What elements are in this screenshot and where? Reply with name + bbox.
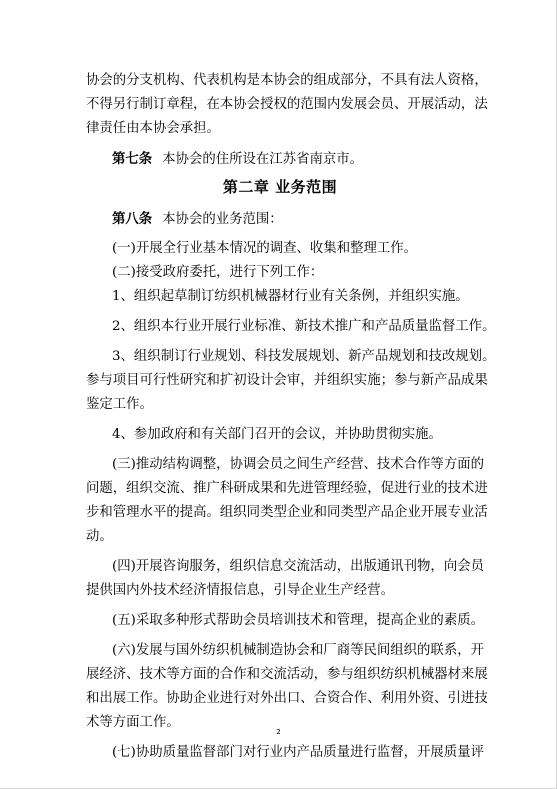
article-7-label: 第七条 xyxy=(112,151,153,167)
paragraph-line: 律责任由本协会承担。 xyxy=(86,121,220,136)
paragraph-line: 不得另行制订章程，在本协会授权的范围内发展会员、开展活动，法 xyxy=(86,97,488,112)
article-8-text: 本协会的业务范围： xyxy=(162,212,283,227)
chapter-title: 第二章 业务范围 xyxy=(222,178,338,196)
item-line: 提供国内外技术经济情报信息，引导企业生产经营。 xyxy=(86,583,394,598)
article-8 xyxy=(86,207,474,231)
item-line: 问题，组织交流、推广科研成果和先进管理经验，促进行业的技术进 xyxy=(86,481,488,496)
paragraph-line: 协会的分支机构、代表机构是本协会的组成部分，不具有法人资格， xyxy=(86,73,488,88)
item-line: 1、组织起草制订纺织机械器材行业有关条例，并组织实施。 xyxy=(112,289,469,304)
item-line: (三)推动结构调整，协调会员之间生产经营、技术合作等方面的 xyxy=(112,457,484,472)
item-line: 3、组织制订行业规划、科技发展规划、新产品规划和技改规划。 xyxy=(112,349,496,364)
item-line: 参与项目可行性研究和扩初设计会审，并组织实施；参与新产品成果 xyxy=(86,373,488,388)
item-line: 和出展工作。协助企业进行对外出口、合资合作、利用外资、引进技 xyxy=(86,691,488,706)
item-line: (六)发展与国外纺织机械制造协会和厂商等民间组织的联系，开 xyxy=(112,643,484,658)
article-8-label: 第八条 xyxy=(112,211,153,227)
item-line: (七)协助质量监督部门对行业内产品质量进行监督，开展质量评 xyxy=(112,745,484,760)
article-7 xyxy=(86,147,474,171)
item-line: (四)开展咨询服务，组织信息交流活动，出版通讯刊物，向会员 xyxy=(112,559,484,574)
item-line: 动。 xyxy=(86,529,113,544)
item-line: 术等方面工作。 xyxy=(86,715,180,730)
item-line: 2、组织本行业开展行业标准、新技术推广和产品质量监督工作。 xyxy=(112,319,496,334)
item-line: 展经济、技术等方面的合作和交流活动，参与组织纺织机械器材来展 xyxy=(86,667,488,682)
item-line: (一)开展全行业基本情况的调查、收集和整理工作。 xyxy=(112,241,418,256)
article-7-text: 本协会的住所设在江苏省南京市。 xyxy=(162,152,364,167)
item-line: 鉴定工作。 xyxy=(86,397,153,412)
item-line: (二)接受政府委托，进行下列工作： xyxy=(112,265,324,280)
document-body xyxy=(86,69,496,765)
item-line: (五)采取多种形式帮助会员培训技术和管理，提高企业的素质。 xyxy=(112,613,484,628)
item-line: 步和管理水平的提高。组织同类型企业和同类型产品企业开展专业活 xyxy=(86,505,488,520)
item-line: 4、参加政府和有关部门召开的会议，并协助贯彻实施。 xyxy=(112,427,442,442)
page-number: 2 xyxy=(276,728,281,736)
